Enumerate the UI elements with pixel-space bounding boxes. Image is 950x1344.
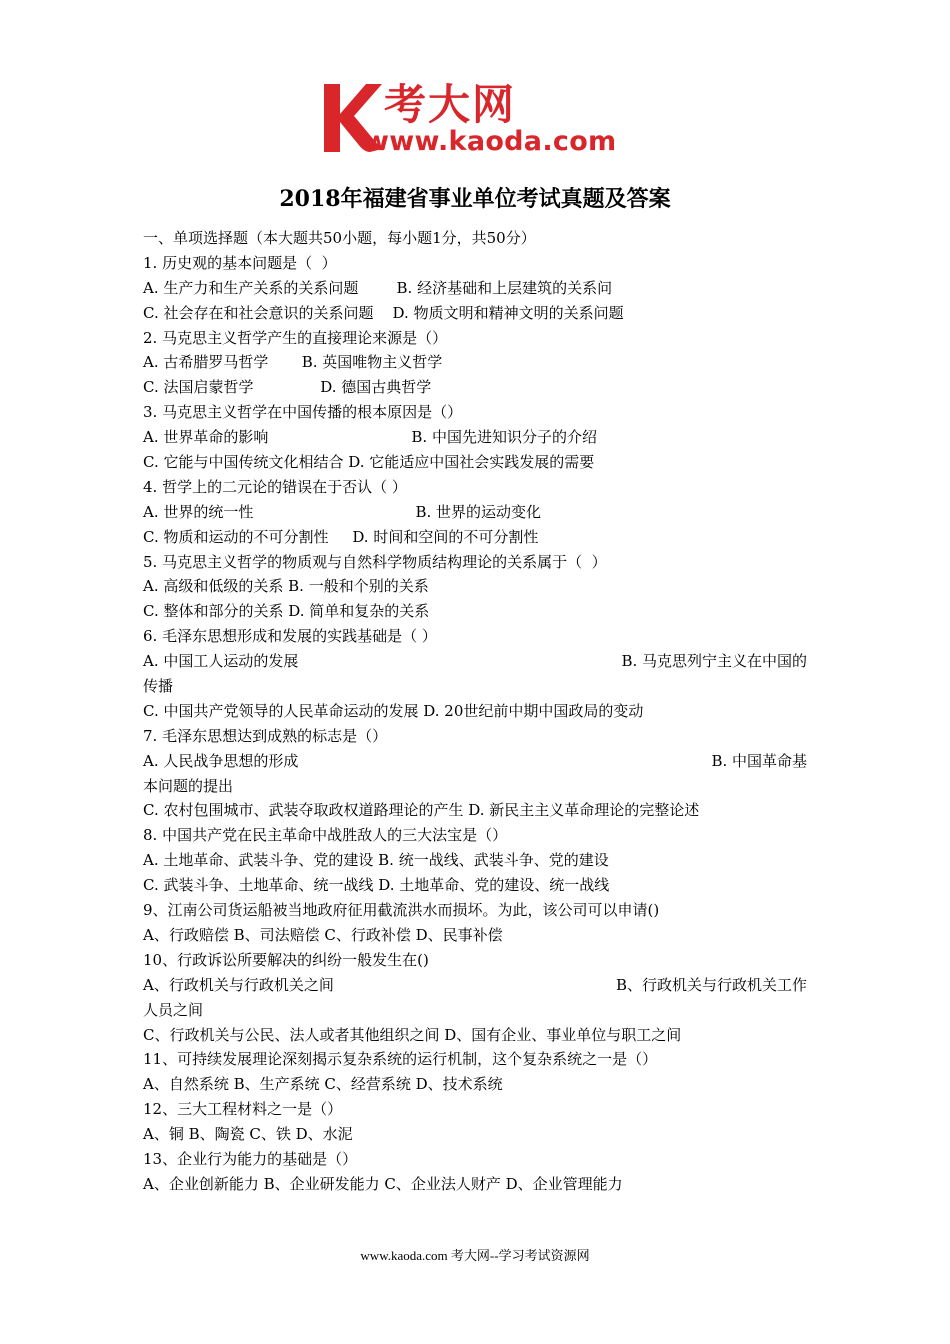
site-logo[interactable]: [318, 82, 638, 158]
text-line: 8. 中国共产党在民主革命中战胜敌人的三大法宝是（）: [143, 826, 508, 845]
text-line: 传播: [143, 677, 174, 696]
text-line: 12、三大工程材料之一是（）: [143, 1100, 343, 1119]
text-line: 10、行政诉讼所要解决的纠纷一般发生在(): [143, 950, 429, 969]
text-line: C. 法国启蒙哲学 D. 德国古典哲学: [143, 378, 432, 397]
text-line-split: [143, 973, 807, 998]
option-right: B. 马克思列宁主义在中国的: [621, 652, 807, 671]
text-line: C. 武装斗争、土地革命、统一战线 D. 土地革命、党的建设、统一战线: [143, 876, 610, 895]
text-line: C、行政机关与公民、法人或者其他组织之间 D、国有企业、事业单位与职工之间: [143, 1025, 682, 1044]
text-line: 一、单项选择题（本大题共50小题，每小题1分，共50分）: [143, 229, 536, 247]
text-line-split: [143, 649, 807, 674]
text-line: C. 它能与中国传统文化相结合 D. 它能适应中国社会实践发展的需要: [143, 453, 595, 472]
text-line: A、企业创新能力 B、企业研发能力 C、企业法人财产 D、企业管理能力: [143, 1174, 623, 1193]
text-line: A、行政赔偿 B、司法赔偿 C、行政补偿 D、民事补偿: [143, 925, 503, 944]
text-line: 2. 马克思主义哲学产生的直接理论来源是（）: [143, 328, 448, 347]
logo-chinese-text: 考大网: [384, 80, 517, 129]
text-line: A. 世界革命的影响 B. 中国先进知识分子的介绍: [143, 428, 597, 447]
question-list: [143, 226, 807, 1197]
text-line: C. 社会存在和社会意识的关系问题 D. 物质文明和精神文明的关系问题: [143, 303, 624, 322]
text-line: C. 整体和部分的关系 D. 简单和复杂的关系: [143, 602, 430, 621]
text-line: 4. 哲学上的二元论的错误在于否认（ ）: [143, 477, 407, 496]
text-line: 11、可持续发展理论深刻揭示复杂系统的运行机制，这个复杂系统之一是（）: [143, 1050, 658, 1069]
text-line: 6. 毛泽东思想形成和发展的实践基础是（ ）: [143, 627, 437, 646]
text-line: 本问题的提出: [143, 776, 234, 795]
page-footer: www.kaoda.com 考大网--学习考试资源网: [360, 1248, 590, 1263]
option-left: A、行政机关与行政机关之间: [143, 975, 334, 994]
logo-url-text: www.kaoda.com: [364, 126, 617, 157]
text-line: A、铜 B、陶瓷 C、铁 D、水泥: [143, 1125, 353, 1144]
option-left: A. 中国工人运动的发展: [143, 652, 299, 671]
text-line: 13、企业行为能力的基础是（）: [143, 1149, 358, 1168]
text-line: 5. 马克思主义哲学的物质观与自然科学物质结构理论的关系属于（ ）: [143, 552, 607, 571]
text-line: A. 土地革命、武装斗争、党的建设 B. 统一战线、武装斗争、党的建设: [143, 851, 609, 870]
text-line: C. 中国共产党领导的人民革命运动的发展 D. 20世纪前中期中国政局的变动: [143, 701, 644, 720]
option-right: B、行政机关与行政机关工作: [615, 975, 807, 994]
text-line: C. 农村包围城市、武装夺取政权道路理论的产生 D. 新民主主义革命理论的完整论述: [143, 801, 700, 820]
text-line: A. 生产力和生产关系的关系问题 B. 经济基础和上层建筑的关系问: [143, 278, 613, 297]
document-title: 2018年福建省事业单位考试真题及答案: [279, 186, 671, 212]
text-line: 7. 毛泽东思想达到成熟的标志是（）: [143, 726, 388, 745]
option-left: A. 人民战争思想的形成: [143, 751, 299, 770]
text-line: 1. 历史观的基本问题是（ ）: [143, 253, 337, 272]
text-line: 人员之间: [143, 1000, 204, 1019]
text-line: A. 古希腊罗马哲学 B. 英国唯物主义哲学: [143, 353, 443, 372]
option-right: B. 中国革命基: [711, 751, 807, 770]
text-line: C. 物质和运动的不可分割性 D. 时间和空间的不可分割性: [143, 527, 539, 546]
text-line: A. 高级和低级的关系 B. 一般和个别的关系: [143, 577, 429, 596]
text-line: A. 世界的统一性 B. 世界的运动变化: [143, 502, 542, 521]
text-line-split: [143, 749, 807, 774]
text-line: A、自然系统 B、生产系统 C、经营系统 D、技术系统: [143, 1075, 503, 1094]
text-line: 3. 马克思主义哲学在中国传播的根本原因是（）: [143, 403, 463, 422]
text-line: 9、江南公司货运船被当地政府征用截流洪水而损坏。为此，该公司可以申请(): [143, 901, 660, 920]
